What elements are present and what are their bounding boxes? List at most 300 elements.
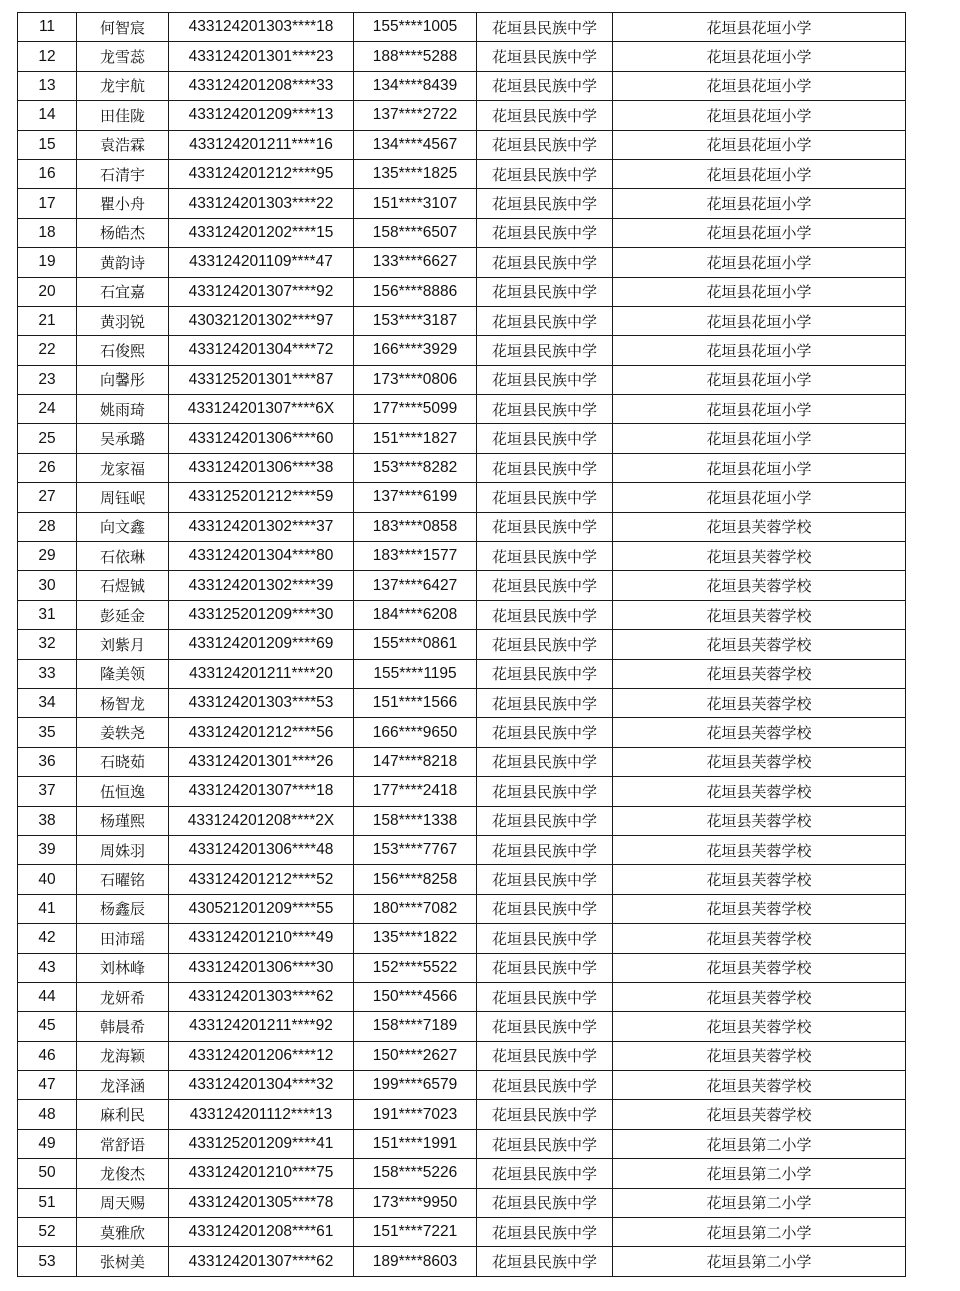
current-school: 花垣县民族中学 bbox=[477, 1247, 613, 1276]
row-number: 20 bbox=[18, 277, 77, 306]
student-name: 姜轶尧 bbox=[77, 718, 169, 747]
assigned-school: 花垣县花垣小学 bbox=[613, 336, 906, 365]
row-number: 28 bbox=[18, 512, 77, 541]
current-school: 花垣县民族中学 bbox=[477, 1100, 613, 1129]
table-row bbox=[18, 248, 906, 277]
current-school: 花垣县民族中学 bbox=[477, 248, 613, 277]
table-row bbox=[18, 600, 906, 629]
id-card-number: 433124201305****78 bbox=[169, 1188, 354, 1217]
phone-number: 177****2418 bbox=[354, 777, 477, 806]
phone-number: 153****3187 bbox=[354, 306, 477, 335]
row-number: 15 bbox=[18, 130, 77, 159]
current-school: 花垣县民族中学 bbox=[477, 453, 613, 482]
id-card-number: 433124201212****56 bbox=[169, 718, 354, 747]
current-school: 花垣县民族中学 bbox=[477, 306, 613, 335]
phone-number: 137****6427 bbox=[354, 571, 477, 600]
current-school: 花垣县民族中学 bbox=[477, 1071, 613, 1100]
student-name: 刘紫月 bbox=[77, 630, 169, 659]
student-name: 周天赐 bbox=[77, 1188, 169, 1217]
row-number: 49 bbox=[18, 1129, 77, 1158]
phone-number: 156****8886 bbox=[354, 277, 477, 306]
phone-number: 134****4567 bbox=[354, 130, 477, 159]
table-row bbox=[18, 365, 906, 394]
student-name: 向文鑫 bbox=[77, 512, 169, 541]
row-number: 45 bbox=[18, 1012, 77, 1041]
assigned-school: 花垣县芙蓉学校 bbox=[613, 630, 906, 659]
current-school: 花垣县民族中学 bbox=[477, 924, 613, 953]
current-school: 花垣县民族中学 bbox=[477, 71, 613, 100]
assigned-school: 花垣县芙蓉学校 bbox=[613, 1071, 906, 1100]
row-number: 36 bbox=[18, 747, 77, 776]
assigned-school: 花垣县花垣小学 bbox=[613, 71, 906, 100]
table-row bbox=[18, 924, 906, 953]
current-school: 花垣县民族中学 bbox=[477, 718, 613, 747]
id-card-number: 430321201302****97 bbox=[169, 306, 354, 335]
current-school: 花垣县民族中学 bbox=[477, 571, 613, 600]
current-school: 花垣县民族中学 bbox=[477, 865, 613, 894]
assigned-school: 花垣县花垣小学 bbox=[613, 306, 906, 335]
student-name: 龙妍希 bbox=[77, 982, 169, 1011]
id-card-number: 433124201211****16 bbox=[169, 130, 354, 159]
id-card-number: 433125201301****87 bbox=[169, 365, 354, 394]
phone-number: 199****6579 bbox=[354, 1071, 477, 1100]
assigned-school: 花垣县芙蓉学校 bbox=[613, 571, 906, 600]
phone-number: 153****8282 bbox=[354, 453, 477, 482]
phone-number: 135****1825 bbox=[354, 159, 477, 188]
row-number: 53 bbox=[18, 1247, 77, 1276]
phone-number: 158****6507 bbox=[354, 218, 477, 247]
table-row bbox=[18, 688, 906, 717]
student-name: 周姝羽 bbox=[77, 835, 169, 864]
phone-number: 158****1338 bbox=[354, 806, 477, 835]
phone-number: 188****5288 bbox=[354, 42, 477, 71]
phone-number: 158****7189 bbox=[354, 1012, 477, 1041]
student-name: 张树美 bbox=[77, 1247, 169, 1276]
current-school: 花垣县民族中学 bbox=[477, 424, 613, 453]
row-number: 24 bbox=[18, 395, 77, 424]
table-row bbox=[18, 512, 906, 541]
phone-number: 184****6208 bbox=[354, 600, 477, 629]
assigned-school: 花垣县芙蓉学校 bbox=[613, 542, 906, 571]
phone-number: 166****9650 bbox=[354, 718, 477, 747]
id-card-number: 433125201209****41 bbox=[169, 1129, 354, 1158]
student-name: 石依琳 bbox=[77, 542, 169, 571]
current-school: 花垣县民族中学 bbox=[477, 1188, 613, 1217]
student-name: 何智宸 bbox=[77, 13, 169, 42]
row-number: 31 bbox=[18, 600, 77, 629]
phone-number: 173****0806 bbox=[354, 365, 477, 394]
student-name: 龙家福 bbox=[77, 453, 169, 482]
student-name: 常舒语 bbox=[77, 1129, 169, 1158]
phone-number: 150****4566 bbox=[354, 982, 477, 1011]
student-name: 田佳陇 bbox=[77, 101, 169, 130]
student-name: 瞿小舟 bbox=[77, 189, 169, 218]
student-name: 石煜铖 bbox=[77, 571, 169, 600]
table-row bbox=[18, 806, 906, 835]
id-card-number: 433124201301****26 bbox=[169, 747, 354, 776]
current-school: 花垣县民族中学 bbox=[477, 277, 613, 306]
assigned-school: 花垣县芙蓉学校 bbox=[613, 806, 906, 835]
assigned-school: 花垣县花垣小学 bbox=[613, 248, 906, 277]
student-name: 麻利民 bbox=[77, 1100, 169, 1129]
student-name: 莫雅欣 bbox=[77, 1218, 169, 1247]
id-card-number: 433124201209****13 bbox=[169, 101, 354, 130]
assigned-school: 花垣县第二小学 bbox=[613, 1247, 906, 1276]
id-card-number: 433124201304****80 bbox=[169, 542, 354, 571]
student-name: 龙宇航 bbox=[77, 71, 169, 100]
student-name: 向馨彤 bbox=[77, 365, 169, 394]
assigned-school: 花垣县芙蓉学校 bbox=[613, 982, 906, 1011]
row-number: 21 bbox=[18, 306, 77, 335]
student-name: 石宜嘉 bbox=[77, 277, 169, 306]
table-row bbox=[18, 483, 906, 512]
current-school: 花垣县民族中学 bbox=[477, 1012, 613, 1041]
phone-number: 155****0861 bbox=[354, 630, 477, 659]
current-school: 花垣县民族中学 bbox=[477, 218, 613, 247]
table-row bbox=[18, 659, 906, 688]
assigned-school: 花垣县花垣小学 bbox=[613, 159, 906, 188]
student-name: 石曜铭 bbox=[77, 865, 169, 894]
current-school: 花垣县民族中学 bbox=[477, 512, 613, 541]
current-school: 花垣县民族中学 bbox=[477, 159, 613, 188]
phone-number: 151****1566 bbox=[354, 688, 477, 717]
phone-number: 151****1827 bbox=[354, 424, 477, 453]
id-card-number: 433124201307****18 bbox=[169, 777, 354, 806]
row-number: 51 bbox=[18, 1188, 77, 1217]
phone-number: 191****7023 bbox=[354, 1100, 477, 1129]
row-number: 42 bbox=[18, 924, 77, 953]
id-card-number: 430521201209****55 bbox=[169, 894, 354, 923]
phone-number: 166****3929 bbox=[354, 336, 477, 365]
row-number: 46 bbox=[18, 1041, 77, 1070]
table-row bbox=[18, 1247, 906, 1276]
assigned-school: 花垣县第二小学 bbox=[613, 1218, 906, 1247]
student-name: 姚雨琦 bbox=[77, 395, 169, 424]
id-card-number: 433124201303****53 bbox=[169, 688, 354, 717]
current-school: 花垣县民族中学 bbox=[477, 1041, 613, 1070]
row-number: 22 bbox=[18, 336, 77, 365]
table-row bbox=[18, 894, 906, 923]
id-card-number: 433124201304****72 bbox=[169, 336, 354, 365]
table-row bbox=[18, 424, 906, 453]
assigned-school: 花垣县芙蓉学校 bbox=[613, 747, 906, 776]
student-name: 杨皓杰 bbox=[77, 218, 169, 247]
row-number: 34 bbox=[18, 688, 77, 717]
current-school: 花垣县民族中学 bbox=[477, 101, 613, 130]
student-name: 石晓茹 bbox=[77, 747, 169, 776]
student-name: 杨瑾熙 bbox=[77, 806, 169, 835]
table-row bbox=[18, 277, 906, 306]
current-school: 花垣县民族中学 bbox=[477, 659, 613, 688]
row-number: 32 bbox=[18, 630, 77, 659]
row-number: 17 bbox=[18, 189, 77, 218]
phone-number: 177****5099 bbox=[354, 395, 477, 424]
table-row bbox=[18, 542, 906, 571]
current-school: 花垣县民族中学 bbox=[477, 894, 613, 923]
id-card-number: 433124201208****2X bbox=[169, 806, 354, 835]
assigned-school: 花垣县花垣小学 bbox=[613, 277, 906, 306]
table-row bbox=[18, 453, 906, 482]
table-row bbox=[18, 953, 906, 982]
table-row bbox=[18, 71, 906, 100]
table-row bbox=[18, 130, 906, 159]
id-card-number: 433124201306****60 bbox=[169, 424, 354, 453]
row-number: 30 bbox=[18, 571, 77, 600]
id-card-number: 433124201202****15 bbox=[169, 218, 354, 247]
student-name: 韩晨希 bbox=[77, 1012, 169, 1041]
current-school: 花垣县民族中学 bbox=[477, 1129, 613, 1158]
table-row bbox=[18, 1012, 906, 1041]
id-card-number: 433124201303****22 bbox=[169, 189, 354, 218]
student-name: 田沛瑶 bbox=[77, 924, 169, 953]
student-name: 隆美领 bbox=[77, 659, 169, 688]
assigned-school: 花垣县花垣小学 bbox=[613, 483, 906, 512]
student-name: 龙泽涵 bbox=[77, 1071, 169, 1100]
table-row bbox=[18, 1100, 906, 1129]
table-row bbox=[18, 1188, 906, 1217]
id-card-number: 433124201210****75 bbox=[169, 1159, 354, 1188]
phone-number: 135****1822 bbox=[354, 924, 477, 953]
id-card-number: 433124201211****20 bbox=[169, 659, 354, 688]
row-number: 35 bbox=[18, 718, 77, 747]
table-row bbox=[18, 777, 906, 806]
id-card-number: 433124201209****69 bbox=[169, 630, 354, 659]
table-row bbox=[18, 1129, 906, 1158]
row-number: 12 bbox=[18, 42, 77, 71]
id-card-number: 433125201212****59 bbox=[169, 483, 354, 512]
student-name: 石清宇 bbox=[77, 159, 169, 188]
id-card-number: 433124201306****38 bbox=[169, 453, 354, 482]
id-card-number: 433124201210****49 bbox=[169, 924, 354, 953]
current-school: 花垣县民族中学 bbox=[477, 483, 613, 512]
table-row bbox=[18, 747, 906, 776]
assigned-school: 花垣县花垣小学 bbox=[613, 365, 906, 394]
assigned-school: 花垣县第二小学 bbox=[613, 1129, 906, 1158]
phone-number: 183****0858 bbox=[354, 512, 477, 541]
row-number: 50 bbox=[18, 1159, 77, 1188]
phone-number: 133****6627 bbox=[354, 248, 477, 277]
current-school: 花垣县民族中学 bbox=[477, 600, 613, 629]
id-card-number: 433124201211****92 bbox=[169, 1012, 354, 1041]
row-number: 25 bbox=[18, 424, 77, 453]
id-card-number: 433124201206****12 bbox=[169, 1041, 354, 1070]
phone-number: 151****1991 bbox=[354, 1129, 477, 1158]
assigned-school: 花垣县花垣小学 bbox=[613, 101, 906, 130]
id-card-number: 433124201109****47 bbox=[169, 248, 354, 277]
student-name: 刘林峰 bbox=[77, 953, 169, 982]
assigned-school: 花垣县芙蓉学校 bbox=[613, 777, 906, 806]
assigned-school: 花垣县芙蓉学校 bbox=[613, 1012, 906, 1041]
id-card-number: 433124201208****61 bbox=[169, 1218, 354, 1247]
current-school: 花垣县民族中学 bbox=[477, 42, 613, 71]
id-card-number: 433124201302****39 bbox=[169, 571, 354, 600]
current-school: 花垣县民族中学 bbox=[477, 13, 613, 42]
phone-number: 153****7767 bbox=[354, 835, 477, 864]
assigned-school: 花垣县芙蓉学校 bbox=[613, 1041, 906, 1070]
row-number: 14 bbox=[18, 101, 77, 130]
id-card-number: 433125201209****30 bbox=[169, 600, 354, 629]
assigned-school: 花垣县花垣小学 bbox=[613, 453, 906, 482]
table-row bbox=[18, 571, 906, 600]
table-row bbox=[18, 1071, 906, 1100]
table-row bbox=[18, 835, 906, 864]
table-row bbox=[18, 306, 906, 335]
table-row bbox=[18, 336, 906, 365]
roster-table bbox=[17, 12, 906, 1277]
student-name: 杨智龙 bbox=[77, 688, 169, 717]
id-card-number: 433124201307****92 bbox=[169, 277, 354, 306]
student-name: 龙雪蕊 bbox=[77, 42, 169, 71]
table-row bbox=[18, 1159, 906, 1188]
current-school: 花垣县民族中学 bbox=[477, 777, 613, 806]
student-name: 吴承璐 bbox=[77, 424, 169, 453]
row-number: 19 bbox=[18, 248, 77, 277]
row-number: 52 bbox=[18, 1218, 77, 1247]
current-school: 花垣县民族中学 bbox=[477, 688, 613, 717]
row-number: 44 bbox=[18, 982, 77, 1011]
table-row bbox=[18, 189, 906, 218]
current-school: 花垣县民族中学 bbox=[477, 542, 613, 571]
row-number: 11 bbox=[18, 13, 77, 42]
row-number: 27 bbox=[18, 483, 77, 512]
assigned-school: 花垣县花垣小学 bbox=[613, 424, 906, 453]
assigned-school: 花垣县花垣小学 bbox=[613, 189, 906, 218]
assigned-school: 花垣县芙蓉学校 bbox=[613, 688, 906, 717]
table-row bbox=[18, 395, 906, 424]
phone-number: 158****5226 bbox=[354, 1159, 477, 1188]
student-name: 龙海颖 bbox=[77, 1041, 169, 1070]
phone-number: 155****1195 bbox=[354, 659, 477, 688]
phone-number: 137****2722 bbox=[354, 101, 477, 130]
row-number: 29 bbox=[18, 542, 77, 571]
assigned-school: 花垣县芙蓉学校 bbox=[613, 953, 906, 982]
assigned-school: 花垣县芙蓉学校 bbox=[613, 512, 906, 541]
id-card-number: 433124201301****23 bbox=[169, 42, 354, 71]
student-name: 龙俊杰 bbox=[77, 1159, 169, 1188]
student-name: 伍恒逸 bbox=[77, 777, 169, 806]
row-number: 43 bbox=[18, 953, 77, 982]
table-row bbox=[18, 982, 906, 1011]
phone-number: 137****6199 bbox=[354, 483, 477, 512]
phone-number: 155****1005 bbox=[354, 13, 477, 42]
assigned-school: 花垣县芙蓉学校 bbox=[613, 865, 906, 894]
phone-number: 173****9950 bbox=[354, 1188, 477, 1217]
phone-number: 180****7082 bbox=[354, 894, 477, 923]
current-school: 花垣县民族中学 bbox=[477, 130, 613, 159]
row-number: 38 bbox=[18, 806, 77, 835]
row-number: 40 bbox=[18, 865, 77, 894]
phone-number: 151****3107 bbox=[354, 189, 477, 218]
id-card-number: 433124201306****48 bbox=[169, 835, 354, 864]
assigned-school: 花垣县第二小学 bbox=[613, 1188, 906, 1217]
row-number: 26 bbox=[18, 453, 77, 482]
phone-number: 147****8218 bbox=[354, 747, 477, 776]
row-number: 47 bbox=[18, 1071, 77, 1100]
table-row bbox=[18, 1041, 906, 1070]
phone-number: 150****2627 bbox=[354, 1041, 477, 1070]
id-card-number: 433124201303****18 bbox=[169, 13, 354, 42]
row-number: 48 bbox=[18, 1100, 77, 1129]
assigned-school: 花垣县芙蓉学校 bbox=[613, 659, 906, 688]
table-row bbox=[18, 865, 906, 894]
phone-number: 189****8603 bbox=[354, 1247, 477, 1276]
assigned-school: 花垣县芙蓉学校 bbox=[613, 718, 906, 747]
table-row bbox=[18, 630, 906, 659]
student-name: 石俊熙 bbox=[77, 336, 169, 365]
assigned-school: 花垣县第二小学 bbox=[613, 1159, 906, 1188]
row-number: 39 bbox=[18, 835, 77, 864]
assigned-school: 花垣县芙蓉学校 bbox=[613, 894, 906, 923]
id-card-number: 433124201112****13 bbox=[169, 1100, 354, 1129]
phone-number: 183****1577 bbox=[354, 542, 477, 571]
table-row bbox=[18, 101, 906, 130]
id-card-number: 433124201306****30 bbox=[169, 953, 354, 982]
phone-number: 152****5522 bbox=[354, 953, 477, 982]
assigned-school: 花垣县芙蓉学校 bbox=[613, 1100, 906, 1129]
assigned-school: 花垣县花垣小学 bbox=[613, 130, 906, 159]
assigned-school: 花垣县芙蓉学校 bbox=[613, 835, 906, 864]
row-number: 18 bbox=[18, 218, 77, 247]
table-row bbox=[18, 13, 906, 42]
row-number: 16 bbox=[18, 159, 77, 188]
current-school: 花垣县民族中学 bbox=[477, 982, 613, 1011]
id-card-number: 433124201304****32 bbox=[169, 1071, 354, 1100]
student-name: 黄羽锐 bbox=[77, 306, 169, 335]
table-row bbox=[18, 159, 906, 188]
id-card-number: 433124201212****52 bbox=[169, 865, 354, 894]
current-school: 花垣县民族中学 bbox=[477, 395, 613, 424]
id-card-number: 433124201208****33 bbox=[169, 71, 354, 100]
current-school: 花垣县民族中学 bbox=[477, 1159, 613, 1188]
table-row bbox=[18, 718, 906, 747]
table-row bbox=[18, 42, 906, 71]
id-card-number: 433124201212****95 bbox=[169, 159, 354, 188]
id-card-number: 433124201303****62 bbox=[169, 982, 354, 1011]
current-school: 花垣县民族中学 bbox=[477, 630, 613, 659]
assigned-school: 花垣县芙蓉学校 bbox=[613, 600, 906, 629]
assigned-school: 花垣县花垣小学 bbox=[613, 13, 906, 42]
current-school: 花垣县民族中学 bbox=[477, 806, 613, 835]
current-school: 花垣县民族中学 bbox=[477, 365, 613, 394]
student-name: 袁浩霖 bbox=[77, 130, 169, 159]
table-row bbox=[18, 1218, 906, 1247]
row-number: 41 bbox=[18, 894, 77, 923]
assigned-school: 花垣县花垣小学 bbox=[613, 42, 906, 71]
id-card-number: 433124201302****37 bbox=[169, 512, 354, 541]
current-school: 花垣县民族中学 bbox=[477, 336, 613, 365]
current-school: 花垣县民族中学 bbox=[477, 953, 613, 982]
current-school: 花垣县民族中学 bbox=[477, 835, 613, 864]
assigned-school: 花垣县花垣小学 bbox=[613, 218, 906, 247]
id-card-number: 433124201307****62 bbox=[169, 1247, 354, 1276]
phone-number: 151****7221 bbox=[354, 1218, 477, 1247]
current-school: 花垣县民族中学 bbox=[477, 1218, 613, 1247]
phone-number: 134****8439 bbox=[354, 71, 477, 100]
student-name: 周钰岷 bbox=[77, 483, 169, 512]
row-number: 13 bbox=[18, 71, 77, 100]
student-name: 彭延金 bbox=[77, 600, 169, 629]
student-name: 杨鑫辰 bbox=[77, 894, 169, 923]
roster-body bbox=[18, 13, 906, 1277]
assigned-school: 花垣县芙蓉学校 bbox=[613, 924, 906, 953]
table-row bbox=[18, 218, 906, 247]
row-number: 33 bbox=[18, 659, 77, 688]
row-number: 23 bbox=[18, 365, 77, 394]
phone-number: 156****8258 bbox=[354, 865, 477, 894]
student-name: 黄韵诗 bbox=[77, 248, 169, 277]
current-school: 花垣县民族中学 bbox=[477, 747, 613, 776]
row-number: 37 bbox=[18, 777, 77, 806]
